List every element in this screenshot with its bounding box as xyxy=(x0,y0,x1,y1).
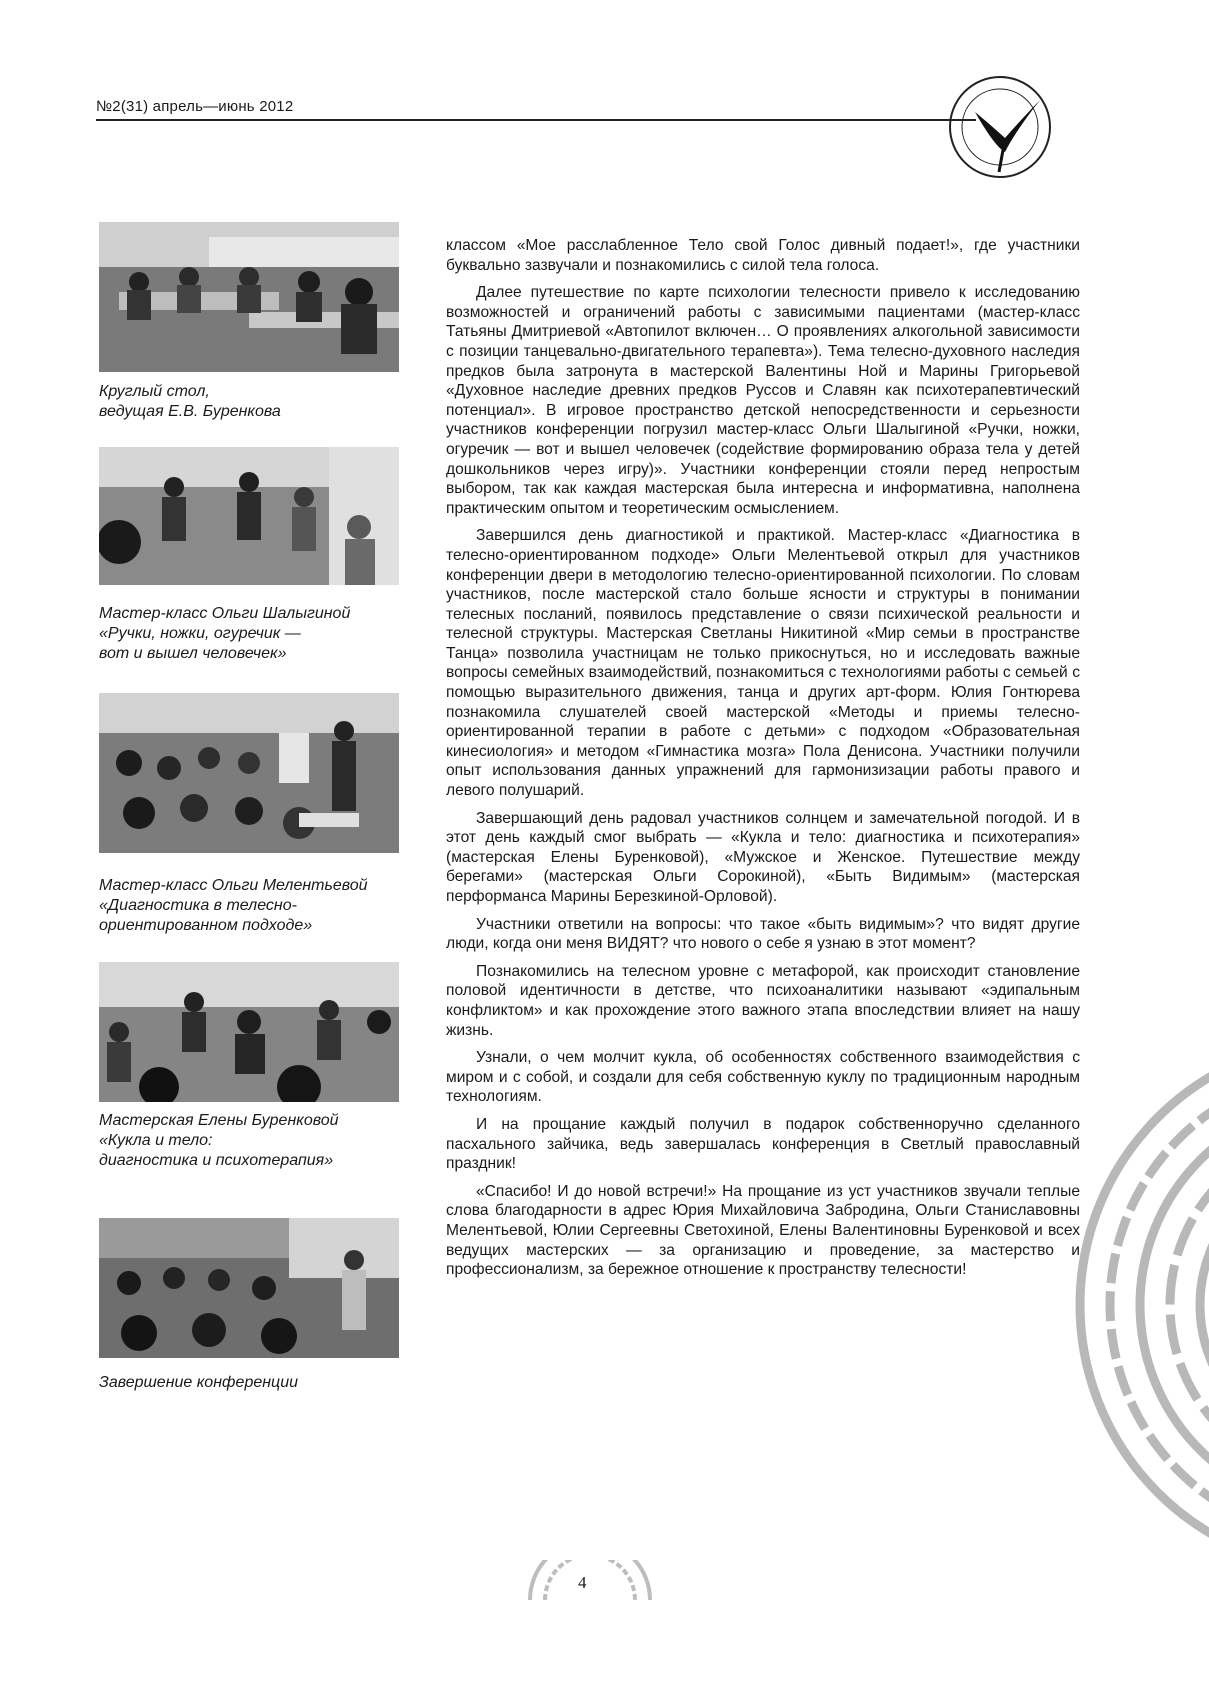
paragraph: Завершился день диагностикой и практикой. Мастер-класс «Диагностика в телесно-ориентированном подходе» Ольги Мелентьевой открыл для участников конференции двери в методологию телесно-ориентированной психологии. По словам участников, после мастерской стало больше ясности и структуры в понимании телесных посланий, появилось представление о связи психической реальности и телесной структуры. Мастерская Светланы Никитиной «Мир семьи в пространстве Танца» позволила участницам не только прикоснуться, но и исследовать важные вопросы семейных взаимодействий, познакомиться с технологиями работы с семьей с помощью выразительного движения, танца и других арт-форм. Юлия Гонтюрева познакомила слушателей своей мастерской «Методы и приемы телесно-ориентированной терапии в работе с детьми» с подходом «Образовательная кинесиология» и методом «Гимнастика мозга» Пола Денисона. Участники получили опыт использования данных упражнений для гармонизизации работы правого и левого полушарий. xyxy=(446,527,1080,800)
paragraph: Далее путешествие по карте психологии телесности привело к исследованию возможностей и ограничений работы с зависимыми пациентами (мастер-класс Татьяны Дмитриевой «Автопилот включен… О проявлениях алкогольной зависимости с позиции танцевально-двигательного терапевта»). Тема телесно-духовного наследия предков была затронута в мастерской Валентины Ной и Марины Григорьевой «Духовное наследие древних предков Руссов и Славян как психотерапевтический потенциал». В игровое пространство детской непосредственности и серьезности участников конференции погрузил мастер-класс Ольги Шалыгиной «Ручки, ножки, огуречик — вот и вышел человечек (содействие формированию образа тела у детей дошкольников через игру)». Участники конференции стояли перед непростым выбором, так как каждая мастерская была интересна и информативна, наполнена практическим опытом и теоретическим осмыслением. xyxy=(446,284,1080,517)
photo-caption-4: Мастерская Елены Буренковой «Кукла и тело: диагностика и психотерапия» xyxy=(99,1112,339,1169)
photo-caption-5: Завершение конференции xyxy=(99,1374,298,1391)
photo-audience xyxy=(99,693,399,853)
photo-workshop xyxy=(99,962,399,1102)
page-number: 4 xyxy=(578,1573,587,1592)
photo-closing xyxy=(99,1218,399,1358)
paragraph: Познакомились на телесном уровне с метафорой, как происходит становление половой идентичности в детстве, что психоаналитики называют «эдипальным конфликтом» и как прохождение этого важного этапа впоследствии влияет на нашу жизнь. xyxy=(446,962,1080,1039)
footer-ornament-icon xyxy=(525,1560,655,1600)
paragraph: классом «Мое расслабленное Тело свой Голос дивный подает!», где участники буквально зазвучали и познакомились с силой тела голоса. xyxy=(446,237,1080,274)
paragraph: Узнали, о чем молчит кукла, об особенностях собственного взаимодействия с миром и с собой, и создали для себя собственную куклу по традиционным народным технологиям. xyxy=(446,1049,1080,1106)
journal-logo-icon xyxy=(945,72,1055,182)
paragraph: Завершающий день радовал участников солнцем и замечательной погодой. И в этот день каждый смог выбрать — «Кукла и тело: диагностика и психотерапия» (мастерская Елены Буренковой), «Мужское и Женское. Путешествие между берегами» (мастерская Ольги Сорокиной), «Быть Видимым» (мастерская перформанса Марины Березкиной-Орловой). xyxy=(446,809,1080,905)
paragraph: «Спасибо! И до новой встречи!» На прощание из уст участников звучали теплые слова благодарности в адрес Юрия Михайловича Забродина, Ольги Станиславовны Мелентьевой, Юлии Сергеевны Светохиной, Елены Валентиновны Буренковой и всех ведущих мастерских — за организацию и проведение, за мастерство и профессионализм, за бережное отношение к пространству телесности! xyxy=(446,1182,1080,1279)
photo-master-class xyxy=(99,447,399,585)
issue-header: №2(31) апрель—июнь 2012 xyxy=(96,98,294,115)
photo-caption-1: Круглый стол, ведущая Е.В. Буренкова xyxy=(99,383,281,420)
article-body xyxy=(446,236,1080,1288)
photo-round-table xyxy=(99,222,399,372)
paragraph: И на прощание каждый получил в подарок собственноручно сделанного пасхального зайчика, ведь завершалась конференция в Светлый православный праздник! xyxy=(446,1115,1080,1173)
header-rule xyxy=(96,119,976,121)
photo-caption-3: Мастер-класс Ольги Мелентьевой «Диагностика в телесно- ориентированном подходе» xyxy=(99,877,368,934)
paragraph: Участники ответили на вопросы: что такое «быть видимым»? что видят другие люди, когда они меня ВИДЯТ? что нового о себе я узнаю в этот момент? xyxy=(446,915,1080,953)
ornament-icon xyxy=(1045,1030,1209,1580)
photo-caption-2: Мастер-класс Ольги Шалыгиной «Ручки, ножки, огуречик — вот и вышел человечек» xyxy=(99,605,351,662)
